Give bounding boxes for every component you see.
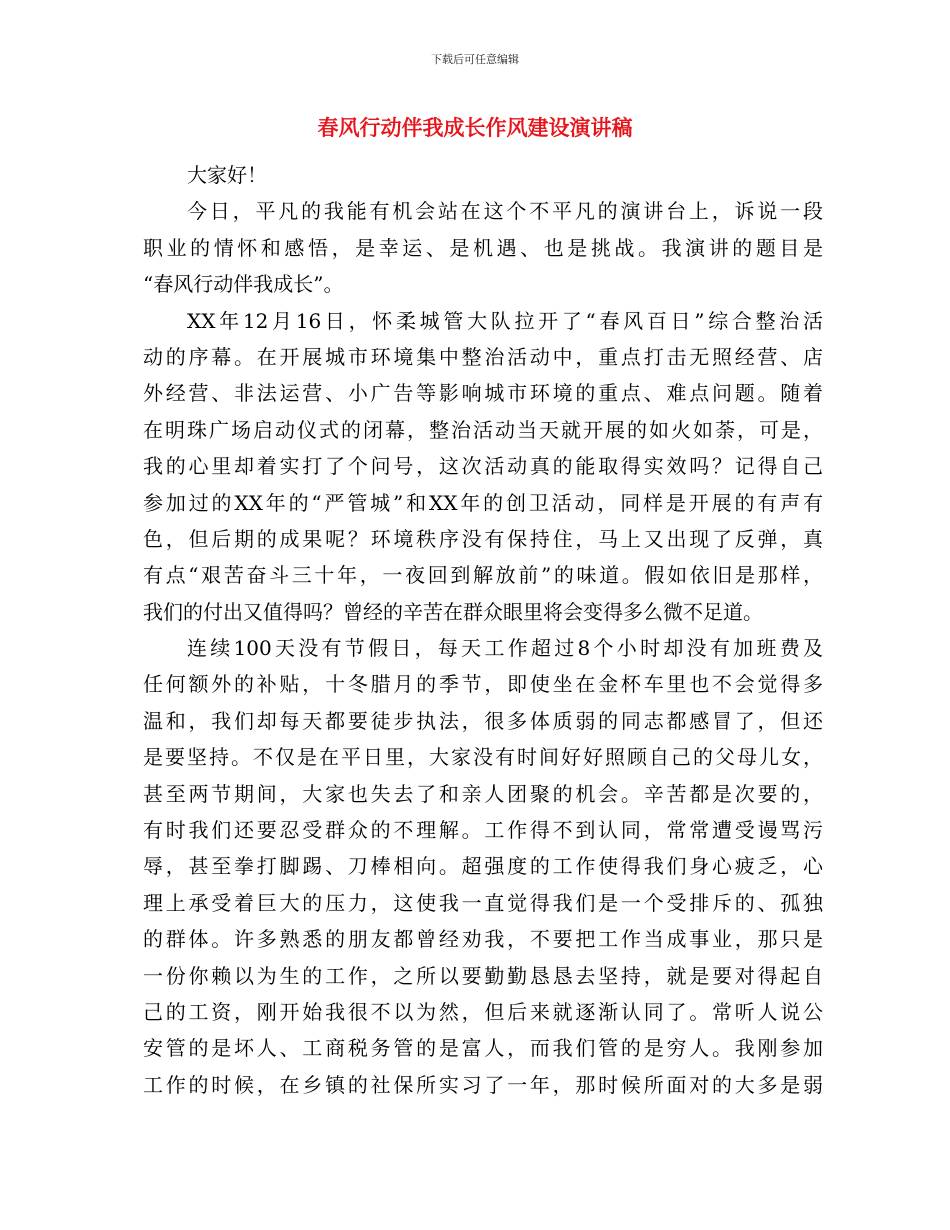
text-line: 色，但后期的成果呢？环境秩序没有保持住，马上又出现了反弹，真	[143, 526, 823, 551]
document-title: 春风行动伴我成长作风建设演讲稿	[317, 115, 633, 140]
text-line: XX年12月16日，怀柔城管大队拉开了“春风百日”综合整治活	[187, 308, 823, 333]
text-line: 动的序幕。在开展城市环境集中整治活动中，重点打击无照经营、店	[143, 344, 823, 369]
text-line: 我们的付出又值得吗？曾经的辛苦在群众眼里将会变得多么微不足道。	[143, 599, 763, 624]
text-line: 是要坚持。不仅是在平日里，大家没有时间好好照顾自己的父母儿女，	[143, 745, 823, 770]
text-line: 有时我们还要忍受群众的不理解。工作得不到认同，常常遭受谩骂污	[143, 818, 823, 843]
text-line: 任何额外的补贴，十冬腊月的季节，即使坐在金杯车里也不会觉得多	[143, 672, 823, 697]
text-line: 理上承受着巨大的压力，这使我一直觉得我们是一个受排斥的、孤独	[143, 890, 823, 915]
text-line: 的群体。许多熟悉的朋友都曾经劝我，不要把工作当成事业，那只是	[143, 927, 823, 952]
text-line: 工作的时候，在乡镇的社保所实习了一年，那时候所面对的大多是弱	[143, 1072, 823, 1097]
text-line: 职业的情怀和感悟，是幸运、是机遇、也是挑战。我演讲的题目是	[143, 235, 823, 260]
text-line: “春风行动伴我成长”。	[143, 272, 344, 297]
text-line: 一份你赖以为生的工作，之所以要勤勤恳恳去坚持，就是要对得起自	[143, 963, 823, 988]
text-line: 辱，甚至拳打脚踢、刀棒相向。超强度的工作使得我们身心疲乏，心	[143, 854, 823, 879]
text-line: 我的心里却着实打了个问号，这次活动真的能取得实效吗？记得自己	[143, 454, 823, 479]
text-line: 温和，我们却每天都要徒步执法，很多体质弱的同志都感冒了，但还	[143, 708, 823, 733]
text-line: 连续100天没有节假日，每天工作超过8个小时却没有加班费及	[187, 636, 823, 661]
document-body	[143, 157, 823, 1103]
text-line: 安管的是坏人、工商税务管的是富人，而我们管的是穷人。我刚参加	[143, 1036, 823, 1061]
text-line: 在明珠广场启动仪式的闭幕，整治活动当天就开展的如火如荼，可是，	[143, 417, 823, 442]
text-line: 有点“艰苦奋斗三十年，一夜回到解放前”的味道。假如依旧是那样，	[143, 563, 823, 588]
text-line: 参加过的XX年的“严管城”和XX年的创卫活动，同样是开展的有声有	[143, 490, 823, 515]
text-line: 今日，平凡的我能有机会站在这个不平凡的演讲台上，诉说一段	[187, 199, 823, 224]
text-line: 己的工资，刚开始我很不以为然，但后来就逐渐认同了。常听人说公	[143, 999, 823, 1024]
text-line: 大家好！	[187, 163, 267, 187]
text-line: 甚至两节期间，大家也失去了和亲人团聚的机会。辛苦都是次要的，	[143, 781, 823, 806]
text-line: 外经营、非法运营、小广告等影响城市环境的重点、难点问题。随着	[143, 381, 823, 406]
page-header-note: 下载后可任意编辑	[431, 53, 519, 66]
